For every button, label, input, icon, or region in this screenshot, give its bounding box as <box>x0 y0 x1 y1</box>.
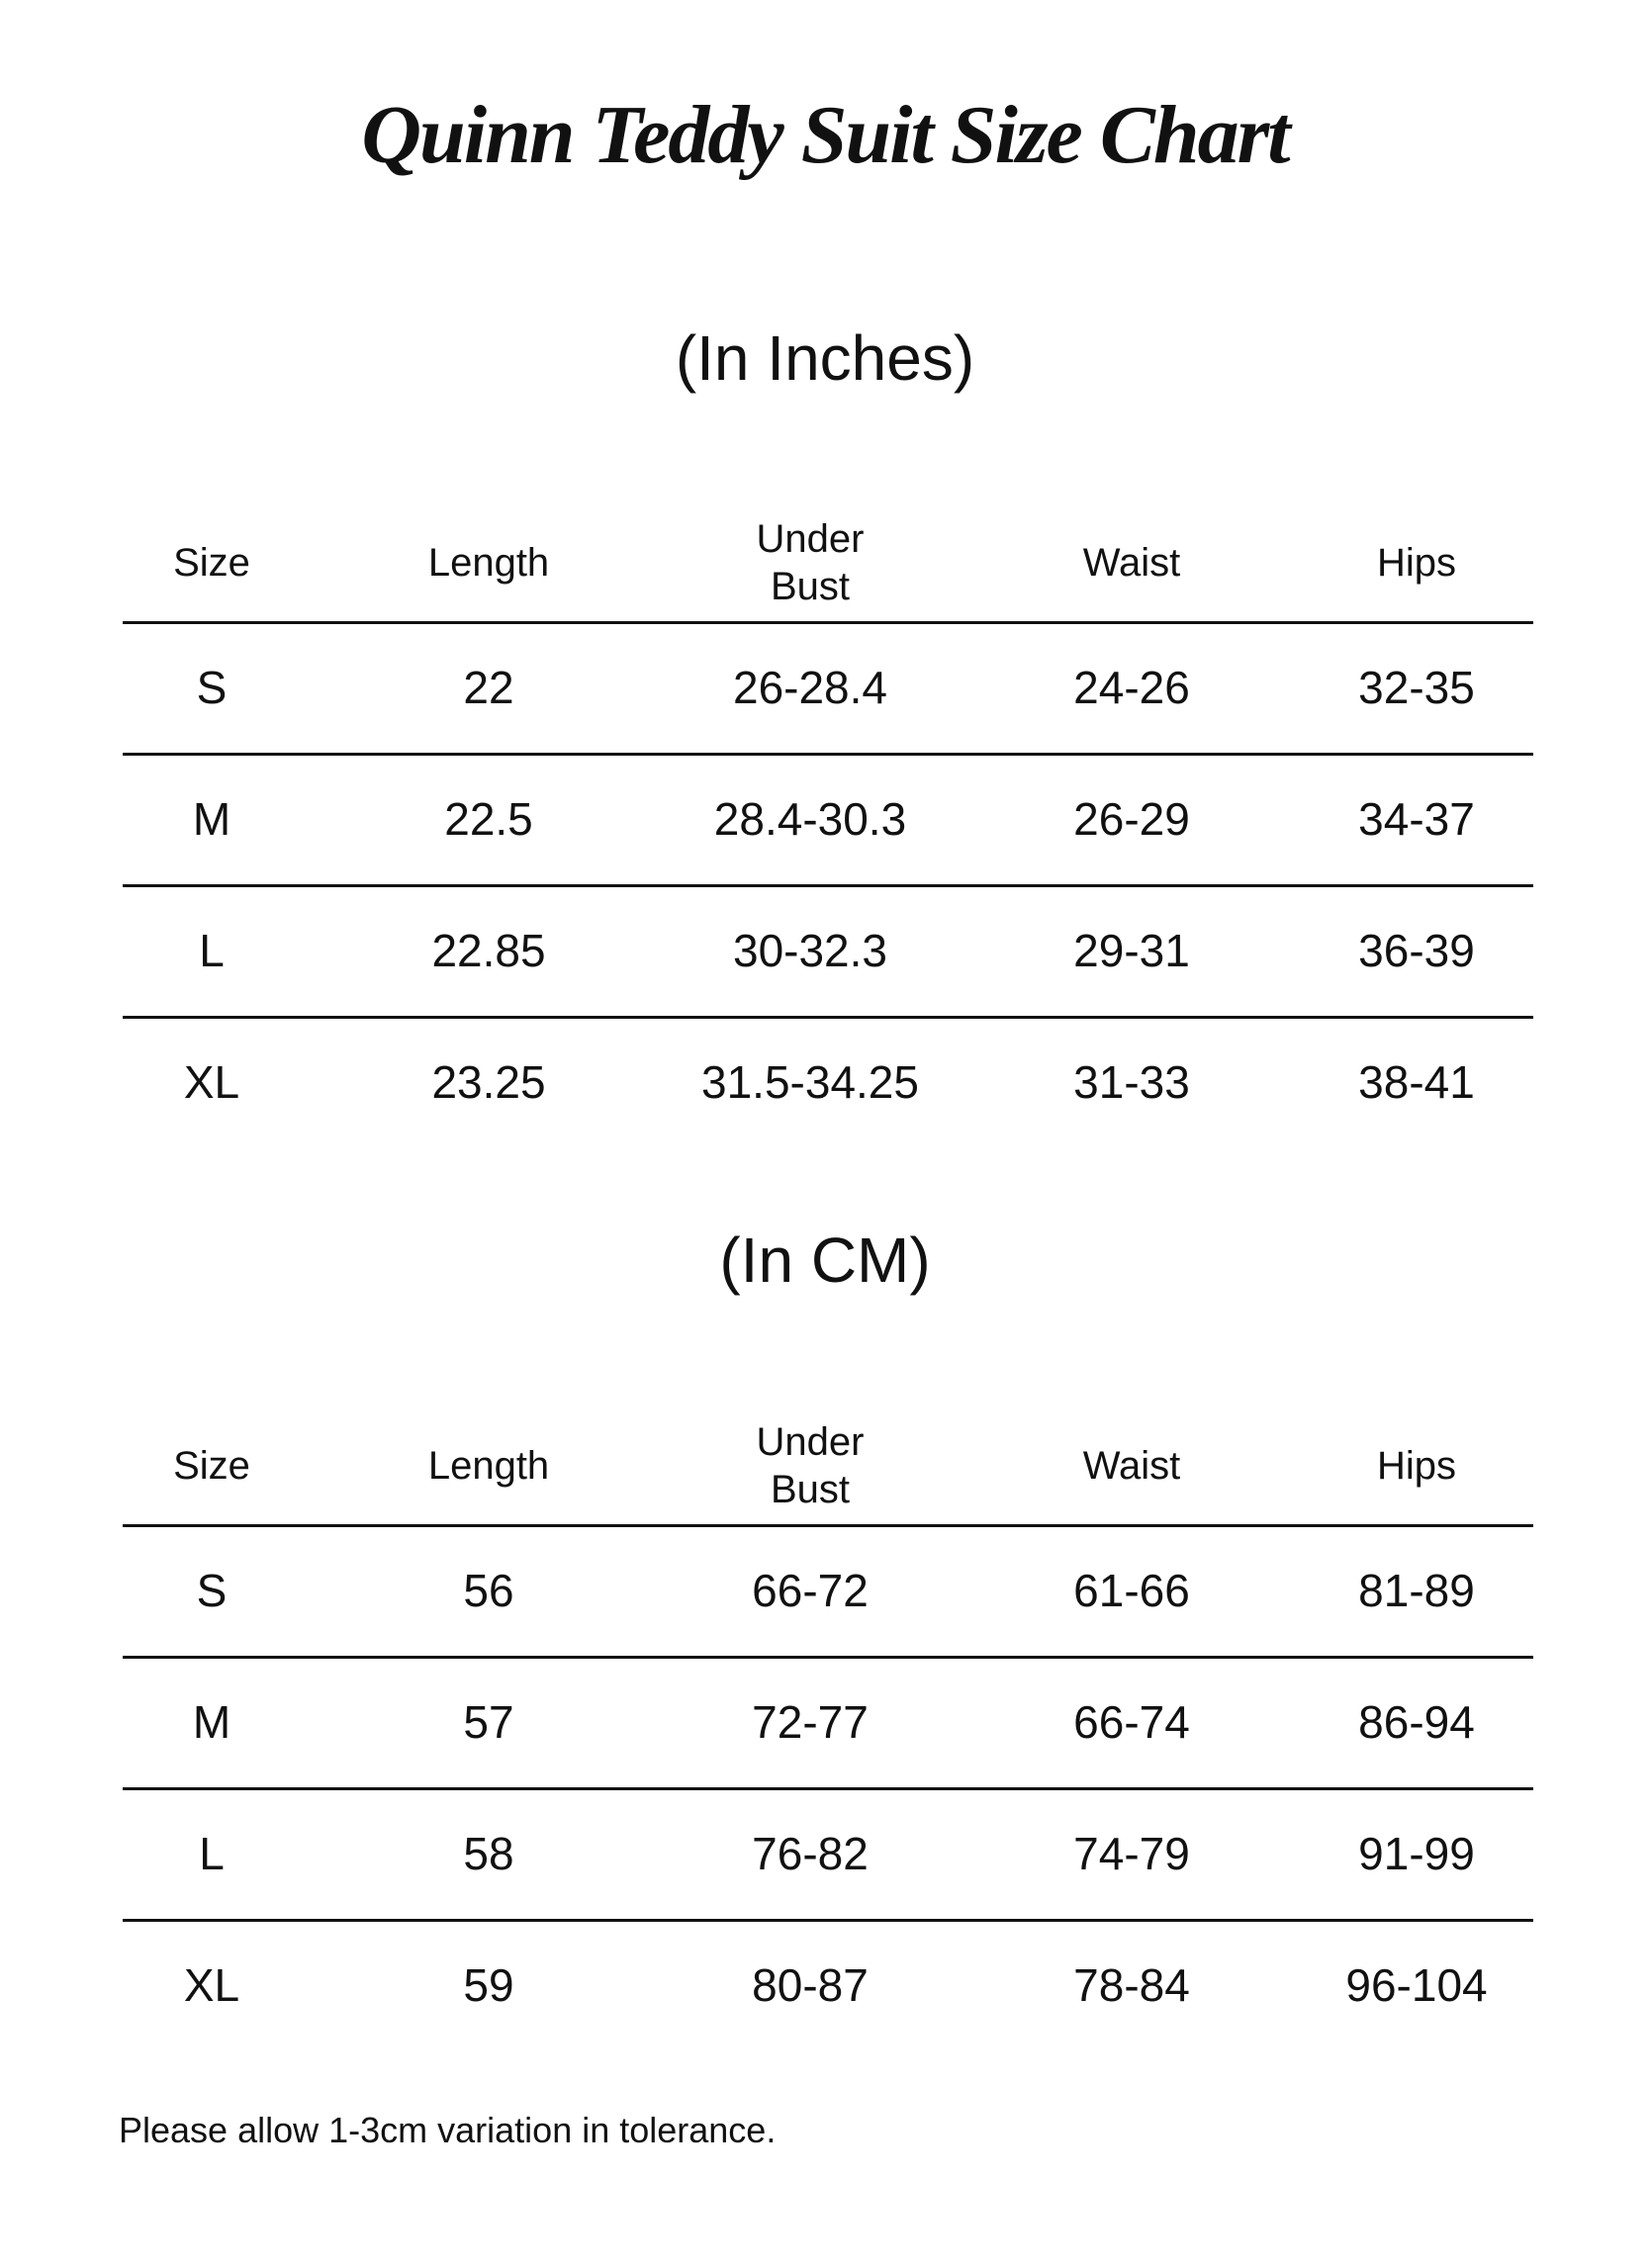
table-row <box>123 887 1533 1019</box>
cell-length: 57 <box>463 1696 514 1749</box>
cell-hips: 86-94 <box>1358 1696 1475 1749</box>
header-waist: Waist <box>1082 1444 1181 1488</box>
header-under-bust-line1: Under <box>756 517 865 561</box>
header-under-bust-line1: Under <box>756 1420 865 1464</box>
table-header-row <box>123 1407 1533 1527</box>
table-row <box>123 1790 1533 1922</box>
header-size: Size <box>173 541 250 585</box>
header-length: Length <box>427 541 550 585</box>
table-row <box>123 1659 1533 1790</box>
cell-waist: 29-31 <box>1073 925 1190 977</box>
cell-under-bust: 28.4-30.3 <box>713 793 907 846</box>
cell-hips: 96-104 <box>1345 1959 1488 2012</box>
cell-waist: 61-66 <box>1073 1565 1190 1617</box>
header-under-bust-line2: Bust <box>770 565 851 608</box>
cell-under-bust: 30-32.3 <box>732 925 887 977</box>
table-row <box>123 1019 1533 1147</box>
cm-size-table <box>123 1407 1533 2050</box>
cell-hips: 34-37 <box>1358 793 1475 846</box>
cell-length: 58 <box>463 1828 514 1880</box>
cell-hips: 32-35 <box>1358 662 1475 714</box>
cell-under-bust: 31.5-34.25 <box>701 1056 919 1109</box>
table-row <box>123 756 1533 887</box>
header-under-bust-line2: Bust <box>770 1468 851 1511</box>
header-under-bust <box>677 515 944 610</box>
table-header-row <box>123 504 1533 624</box>
page-title: Quinn Teddy Suit Size Chart <box>361 89 1289 181</box>
cell-size: M <box>192 1696 231 1749</box>
cell-size: L <box>199 1828 225 1880</box>
cell-under-bust: 66-72 <box>752 1565 869 1617</box>
cell-size: M <box>192 793 231 846</box>
cell-size: L <box>199 925 225 977</box>
header-size: Size <box>173 1444 250 1488</box>
cell-under-bust: 80-87 <box>752 1959 869 2012</box>
header-length: Length <box>427 1444 550 1488</box>
cell-hips: 36-39 <box>1358 925 1475 977</box>
cm-section-heading: (In CM) <box>719 1225 931 1296</box>
table-row <box>123 624 1533 756</box>
cell-waist: 26-29 <box>1073 793 1190 846</box>
cell-size: XL <box>183 1959 240 2012</box>
header-waist: Waist <box>1082 541 1181 585</box>
table-row <box>123 1527 1533 1659</box>
header-under-bust <box>677 1418 944 1513</box>
cell-waist: 24-26 <box>1073 662 1190 714</box>
table-row <box>123 1922 1533 2050</box>
inches-size-table <box>123 504 1533 1147</box>
cell-length: 59 <box>463 1959 514 2012</box>
cell-waist: 78-84 <box>1073 1959 1190 2012</box>
cell-waist: 66-74 <box>1073 1696 1190 1749</box>
cell-length: 22 <box>463 662 514 714</box>
cell-length: 22.5 <box>444 793 533 846</box>
header-hips: Hips <box>1376 541 1457 585</box>
cell-under-bust: 76-82 <box>752 1828 869 1880</box>
cell-hips: 38-41 <box>1358 1056 1475 1109</box>
cell-under-bust: 26-28.4 <box>732 662 887 714</box>
cell-length: 23.25 <box>431 1056 546 1109</box>
cell-size: XL <box>183 1056 240 1109</box>
cell-hips: 81-89 <box>1358 1565 1475 1617</box>
tolerance-note: Please allow 1-3cm variation in tolerance. <box>119 2110 777 2150</box>
cell-size: S <box>196 662 228 714</box>
cell-waist: 74-79 <box>1073 1828 1190 1880</box>
cell-under-bust: 72-77 <box>752 1696 869 1749</box>
cell-waist: 31-33 <box>1073 1056 1190 1109</box>
cell-length: 22.85 <box>431 925 546 977</box>
inches-section-heading: (In Inches) <box>675 322 975 394</box>
header-hips: Hips <box>1376 1444 1457 1488</box>
cell-size: S <box>196 1565 228 1617</box>
cell-hips: 91-99 <box>1358 1828 1475 1880</box>
cell-length: 56 <box>463 1565 514 1617</box>
